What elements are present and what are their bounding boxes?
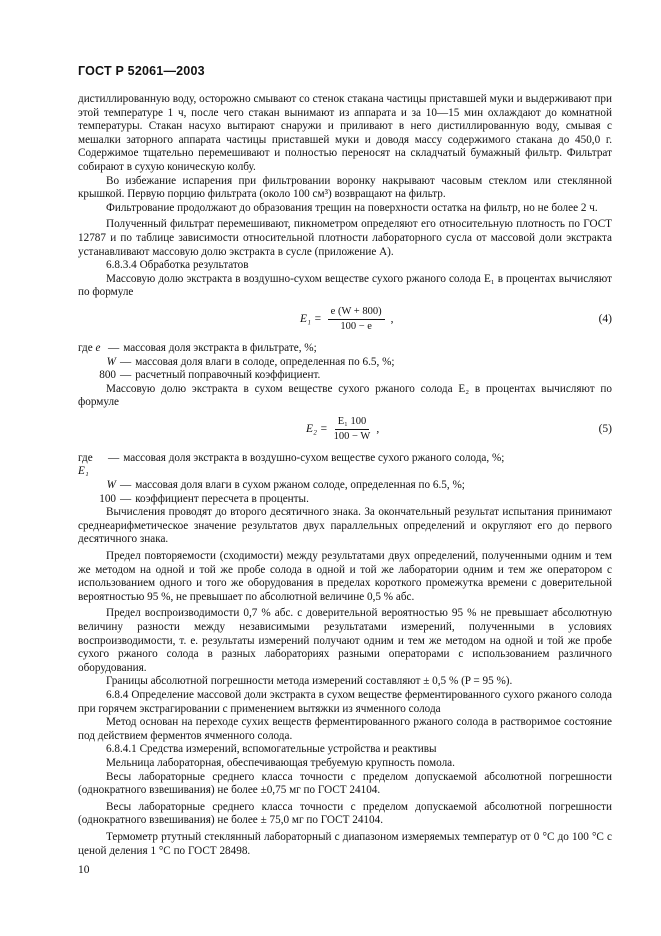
formula-lhs: E₁ = xyxy=(300,312,322,325)
section-heading: 6.8.4 Определение массовой доли экстракта в сухом веществе ферментированного сухого ржаного солода при горячем экстрагировании с применением вытяжки из ячменного солода xyxy=(78,688,612,715)
page-header: ГОСТ Р 52061—2003 xyxy=(78,64,205,78)
formula-fraction xyxy=(328,306,385,333)
definition-symbol: 800 xyxy=(99,369,116,382)
definition-prefix: где xyxy=(78,451,93,464)
definition-prefix-symbol xyxy=(78,479,120,493)
definition-row xyxy=(78,369,612,383)
definition-symbol: 100 xyxy=(99,492,116,505)
definition-prefix-symbol xyxy=(78,369,120,383)
paragraph: Весы лабораторные среднего класса точности с пределом допускаемой абсолютной погрешности (однократного взвешивания) не более ±0,75 мг по ГОСТ 24104. xyxy=(78,770,612,797)
paragraph: Мельница лабораторная, обеспечивающая требуемую крупность помола. xyxy=(106,756,455,769)
equation-number: (5) xyxy=(598,422,612,435)
formula-fraction xyxy=(334,416,371,443)
definition-row xyxy=(78,452,612,479)
paragraph: Термометр ртутный стеклянный лабораторный с диапазоном измеряемых температур от 0 °С до 100 °С с ценой деления 1 °С по ГОСТ 28498. xyxy=(78,830,612,857)
paragraph: Метод основан на переходе сухих веществ ферментированного ржаного солода в растворимое состояние под действием ферментов ячменного солода. xyxy=(78,716,612,742)
definition-text: расчетный поправочный коэффициент. xyxy=(135,369,321,382)
paragraph: дистиллированную воду, осторожно смывают со стенок стакана частицы приставшей муки и выдерживают при этой температуре 1 ч, после чего стакан вынимают из аппарата и за 10—15 мин охлаждают до комнатной температуры. Стакан насухо вытирают снаружи и приливают в него дистиллированную воду, смывая с мешалки заторного аппарата частицы приставшей муки и доводя массу содержимого стакана до 450,0 г. Содержимое тщательно перемешивают и полностью переносят на складчатый бумажный фильтр. Фильтрат собирают в сухую коническую колбу. xyxy=(78,93,612,173)
definition-row xyxy=(78,342,612,356)
definition-prefix-symbol xyxy=(78,493,120,507)
definition-symbol: e xyxy=(95,341,101,354)
paragraph: Предел воспроизводимости 0,7 % абс. с доверительной вероятностью 95 % не превышает абсолютную величину разности между независимыми результатами измерений, полученными в условиях воспроизводимости, т. е. результаты измерений получают одним и тем же методом на одной и той же пробе сухого ржаного солода в разных лабораториях разными операторами с использованием различного оборудования. xyxy=(78,607,612,674)
paragraph: Фильтрование продолжают до образования трещин на поверхности остатка на фильтр, но не более 2 ч. xyxy=(106,201,598,214)
paragraph: Во избежание испарения при фильтровании воронку накрывают часовым стеклом или стеклянной крышкой. Первую порцию фильтрата (около 100 см³) возвращают на фильтр. xyxy=(78,174,612,201)
definition-prefix-symbol xyxy=(78,452,108,479)
definition-dash: — xyxy=(120,369,132,382)
paragraph: Массовую долю экстракта в сухом веществе сухого ржаного солода E₂ в процентах вычисляют по формуле xyxy=(78,382,612,409)
definition-row xyxy=(78,493,612,507)
formula-comma: , xyxy=(376,422,380,435)
definition-text: массовая доля влаги в солоде, определенная по 6.5, %; xyxy=(135,355,395,368)
document-body xyxy=(78,93,612,858)
paragraph: Весы лабораторные среднего класса точности с пределом допускаемой абсолютной погрешности (однократного взвешивания) не более ± 75,0 мг по ГОСТ 24104. xyxy=(78,800,612,827)
definition-dash: — xyxy=(108,341,120,354)
definition-text: массовая доля экстракта в фильтрате, %; xyxy=(123,341,317,354)
formula-denominator: 100 − e xyxy=(340,320,372,332)
definition-symbol: W xyxy=(106,355,116,368)
equation-number: (4) xyxy=(598,312,612,325)
formula-numerator: e (W + 800) xyxy=(328,306,385,320)
section-heading: 6.8.3.4 Обработка результатов xyxy=(106,259,249,272)
definition-dash: — xyxy=(108,451,120,464)
definition-dash: — xyxy=(120,492,132,505)
paragraph: Предел повторяемости (сходимости) между результатами двух определений, полученными одним и тем же методом на одной и той же пробе солода в одной и той же лаборатории одним и тем же оператором с использованием одного и того же оборудования в пределах короткого промежутка времени с доверительной вероятностью 95 %, не превышает по абсолютной величине 0,5 % абс. xyxy=(78,550,612,603)
definition-text: коэффициент пересчета в проценты. xyxy=(135,492,309,505)
definition-dash: — xyxy=(120,355,132,368)
paragraph: Вычисления проводят до второго десятичного знака. За окончательный результат испытания принимают среднеарифметическое значение результатов двух параллельных определений и округляют его до первого десятичного знака. xyxy=(78,506,612,546)
page-number: 10 xyxy=(78,864,90,876)
definition-text: массовая доля влаги в сухом ржаном солоде, определенная по 6.5, %; xyxy=(135,479,465,492)
formula-comma: , xyxy=(390,312,394,325)
definition-prefix-symbol xyxy=(78,342,108,356)
formula-denominator: 100 − W xyxy=(333,430,371,442)
formula-numerator: E₁ 100 xyxy=(335,416,369,430)
paragraph: Массовую долю экстракта в воздушно-сухом веществе сухого ржаного солода E₁ в процентах вычисляют по формуле xyxy=(78,272,612,299)
formula-lhs: E₂ = xyxy=(306,422,328,435)
definition-dash: — xyxy=(120,479,132,492)
definition-text: массовая доля экстракта в воздушно-сухом веществе сухого ржаного солода, %; xyxy=(123,451,505,464)
definition-symbol: E₁ xyxy=(78,465,89,478)
formula-4 xyxy=(78,306,612,336)
paragraph: Полученный фильтрат перемешивают, пикнометром определяют его относительную плотность по ГОСТ 12787 и по таблице зависимости относительной плотности лабораторного сусла от массовой доли экстракта устанавливают массовую долю экстракта в сусле (приложение А). xyxy=(78,218,612,258)
paragraph: Границы абсолютной погрешности метода измерений составляют ± 0,5 % (P = 95 %). xyxy=(106,675,513,688)
section-heading: 6.8.4.1 Средства измерений, вспомогательные устройства и реактивы xyxy=(106,743,437,756)
formula-5 xyxy=(78,416,612,446)
definition-prefix-symbol xyxy=(78,356,120,370)
definition-row xyxy=(78,479,612,493)
definition-row xyxy=(78,356,612,370)
definition-symbol: W xyxy=(106,479,116,492)
definition-prefix: где xyxy=(78,341,93,354)
